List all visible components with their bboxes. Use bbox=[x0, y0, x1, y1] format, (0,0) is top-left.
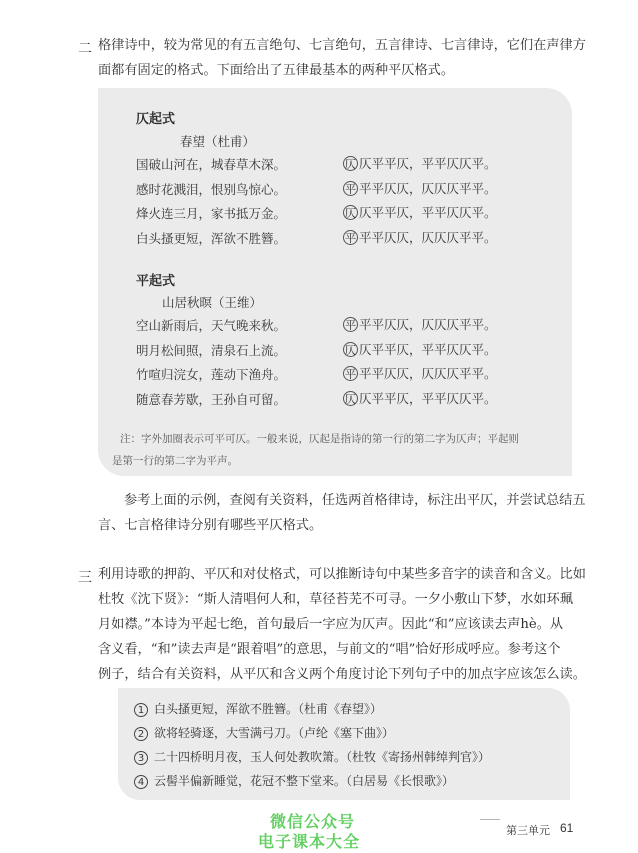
circled-tone: 平 bbox=[344, 181, 357, 196]
tone-sequence: 仄平平仄，平平仄仄平。 bbox=[359, 205, 497, 220]
watermark-line: 电子课本大全 bbox=[258, 832, 361, 851]
note-line: 注：字外加圈表示可平可仄。一般来说，仄起是指诗的第一行的第二字为仄声；平起则 bbox=[120, 433, 519, 445]
section-number: 二 bbox=[78, 41, 92, 57]
tone-sequence: 仄平平仄，平平仄仄平。 bbox=[359, 156, 497, 171]
tone-pattern bbox=[343, 340, 497, 358]
item-number: 1 bbox=[134, 703, 148, 717]
text-line: 月如襟。”本诗为平起七绝，首句最后一字应为仄声。因此“和”应该读去声hè。从 bbox=[98, 617, 564, 632]
tone-sequence: 仄平平仄，平平仄仄平。 bbox=[359, 341, 497, 357]
example-item bbox=[134, 700, 382, 717]
poem-line: 竹喧归浣女，莲动下渔舟。 bbox=[136, 367, 287, 382]
watermark-line: 微信公众号 bbox=[270, 812, 356, 831]
note bbox=[112, 428, 568, 472]
example-item bbox=[134, 748, 490, 765]
circled-tone: 仄 bbox=[344, 342, 357, 357]
section-text bbox=[98, 33, 618, 83]
item-number: 4 bbox=[134, 775, 148, 789]
poem-line: 烽火连三月，家书抵万金。 bbox=[136, 206, 287, 221]
item-number: 3 bbox=[134, 751, 148, 765]
example-item bbox=[134, 772, 454, 789]
text-line: 参考上面的示例，查阅有关资料，任选两首格律诗，标注出平仄，并尝试总结五 bbox=[124, 493, 586, 508]
tone-pattern bbox=[343, 364, 497, 382]
tone-sequence: 平平仄仄，仄仄仄平平。 bbox=[359, 317, 497, 332]
style-heading: 仄起式 bbox=[136, 112, 176, 127]
poem-line: 感时花溅泪，恨别鸟惊心。 bbox=[136, 181, 287, 197]
paragraph bbox=[98, 488, 618, 538]
tone-sequence: 平平仄仄，仄仄仄平平。 bbox=[359, 180, 497, 196]
item-text: 二十四桥明月夜，玉人何处教吹箫。（杜牧《寄扬州韩绰判官》） bbox=[154, 750, 491, 764]
tone-pattern bbox=[343, 203, 497, 221]
note-line: 是第一行的第二字为平声。 bbox=[112, 455, 238, 467]
circled-tone: 仄 bbox=[344, 206, 357, 220]
tone-pattern bbox=[343, 179, 497, 197]
poem-title: 春望（杜甫） bbox=[180, 134, 256, 149]
circled-tone: 平 bbox=[344, 230, 357, 245]
circled-tone: 仄 bbox=[344, 157, 357, 171]
text-line: 利用诗歌的押韵、平仄和对仗格式，可以推断诗句中某些多音字的读音和含义。比如 bbox=[98, 567, 586, 582]
footer-unit: 第三单元 bbox=[506, 824, 550, 837]
section-text bbox=[98, 562, 623, 687]
poem-line: 空山新雨后，天气晚来秋。 bbox=[136, 318, 287, 333]
poem-line: 明月松间照，清泉石上流。 bbox=[136, 342, 287, 358]
tone-pattern bbox=[343, 154, 497, 172]
poem-line: 国破山河在，城春草木深。 bbox=[136, 157, 287, 172]
tone-pattern bbox=[343, 315, 497, 333]
text-line: 言、七言格律诗分别有哪些平仄格式。 bbox=[98, 518, 323, 533]
style-heading: 平起式 bbox=[136, 274, 176, 289]
poem-line: 白头搔更短，浑欲不胜簪。 bbox=[136, 230, 287, 246]
circled-tone: 仄 bbox=[344, 391, 357, 406]
item-text: 欲将轻骑逐，大雪满弓刀。（卢纶《塞下曲》） bbox=[154, 726, 395, 740]
item-text: 云髻半偏新睡觉，花冠不整下堂来。（白居易《长恨歌》） bbox=[154, 774, 455, 788]
circled-tone: 平 bbox=[344, 318, 357, 332]
page-number: 61 bbox=[560, 821, 574, 835]
text-line: 面都有固定的格式。下面给出了五律最基本的两种平仄格式。 bbox=[98, 63, 455, 78]
text-line: 含义看，“和”读去声是“跟着唱”的意思，与前文的“唱”恰好形成呼应。参考这个 bbox=[98, 642, 561, 657]
example-item bbox=[134, 724, 394, 741]
text-line: 格律诗中，较为常见的有五言绝句、七言绝句，五言律诗、七言律诗，它们在声律方 bbox=[98, 38, 586, 53]
tone-pattern bbox=[343, 389, 497, 407]
circled-tone: 平 bbox=[344, 367, 357, 381]
text-line: 杜牧《沈下贤》：“斯人清唱何人和，草径苔芜不可寻。一夕小敷山下梦，水如环珮 bbox=[98, 592, 573, 607]
poem-line: 随意春芳歇，王孙自可留。 bbox=[136, 391, 287, 407]
poem-title: 山居秋暝（王维） bbox=[162, 295, 263, 310]
tone-sequence: 平平仄仄，仄仄仄平平。 bbox=[359, 229, 497, 245]
item-text: 白头搔更短，浑欲不胜簪。（杜甫《春望》） bbox=[154, 702, 383, 716]
text-line: 例子，结合有关资料，从平仄和含义两个角度讨论下列句子中的加点字应该怎么读。 bbox=[98, 667, 586, 682]
tone-sequence: 仄平平仄，平平仄仄平。 bbox=[359, 390, 497, 406]
footer-rule bbox=[480, 819, 500, 820]
section-number: 三 bbox=[78, 570, 92, 586]
item-number: 2 bbox=[134, 727, 148, 741]
tone-sequence: 平平仄仄，仄仄仄平平。 bbox=[359, 366, 497, 381]
tone-pattern bbox=[343, 228, 497, 246]
